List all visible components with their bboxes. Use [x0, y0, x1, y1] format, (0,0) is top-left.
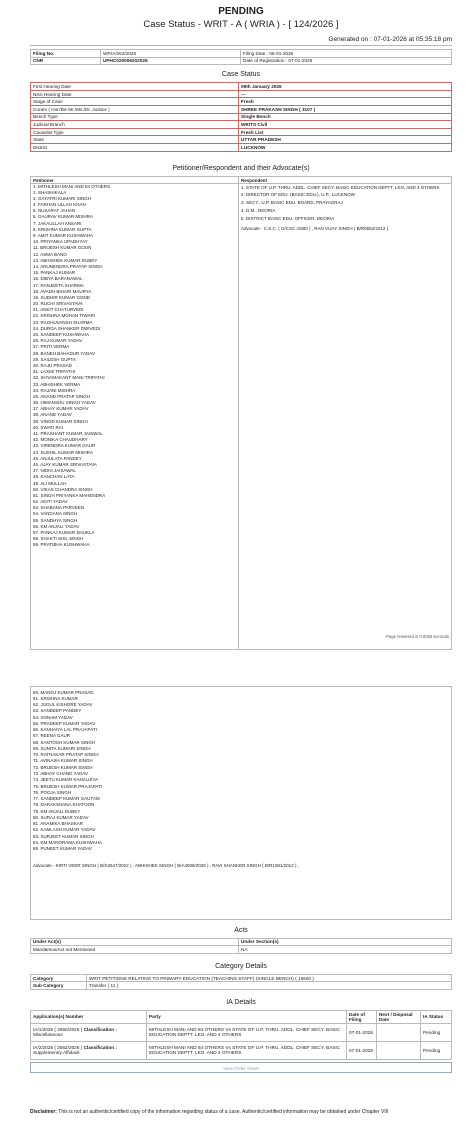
petitioner-item: 65. PRADEEP KUMAR YADAV: [33, 720, 96, 726]
petitioner-item: 6. GAURAV KUMAR MISHRA: [33, 214, 93, 220]
petitioner-item: 24. DURGA SHANKER DWIVEDI: [33, 325, 101, 331]
ia-classification-value: Supplementry Affidavit: [33, 1050, 80, 1056]
petitioner-item: 79. KM ANJALI DUBEY: [33, 808, 81, 814]
petitioner-list-continued: [31, 690, 451, 853]
ia-classification-label: Classification :: [83, 1045, 117, 1051]
petitioner-item: 59. PRATIBHA KUSHWAHA: [33, 542, 90, 548]
petitioner-item: 66. KANHAIYA LAL PRAJAPATI: [33, 727, 97, 733]
petitioner-item: 57. PANKAJ KUMAR SHUKLA: [33, 530, 95, 536]
petitioner-item: 58. SHAKTI SHIL SINGH: [33, 536, 84, 542]
petitioner-item: 78. DARAKSHANA KHATOON: [33, 802, 95, 808]
respondent-list: [239, 184, 451, 223]
petitioner-item: 48. KANCHAN LATA: [33, 474, 75, 480]
petitioner-item: 33. ABHISHEK VERMA: [33, 381, 81, 387]
petitioner-header: Petitioner: [31, 177, 238, 184]
ia-next-date: [377, 1023, 421, 1041]
petitioner-item: 17. RANJEETA SHARMA: [33, 282, 84, 288]
petitioner-item: 44. SUSHIL KUMAR MISHRA: [33, 449, 93, 455]
ia-header-date: Date of Filing: [347, 1010, 377, 1023]
case-status-value: SHREE PRAKASH SINGH ( 3107 ): [239, 105, 452, 113]
acts-section-title: Acts: [234, 926, 248, 934]
petitioner-item: 10. PRIYANKA UPADHYAY: [33, 239, 88, 245]
petitioner-item: 15. PANKAJ KUMAR: [33, 270, 76, 276]
petitioner-item: 25. SANDEEP KUSHWAHA: [33, 332, 90, 338]
petitioner-item: 53. SHABANA PARVEEN: [33, 505, 85, 511]
respondent-advocate: Advocate - C.S.C. ( G/CSC /1900 ) , RAN VIJAY SINGH ( B/R0552/2012 ): [241, 225, 389, 231]
case-status-value: ---: [239, 90, 452, 98]
petitioner-item: 13. ABHISHEK KUMAR DUBEY: [33, 257, 98, 263]
ia-section-title: IA Details: [226, 998, 256, 1006]
petitioner-item: 85. PUNEET KUMAR YADAV: [33, 846, 92, 852]
ia-table: [30, 1010, 452, 1060]
ia-row: [31, 1023, 452, 1041]
respondent-item: 4. D.M., DEORIA: [241, 207, 276, 213]
parties-box: [30, 176, 452, 650]
case-status-row: [31, 136, 452, 144]
case-status-label: Next Hearing Date: [31, 90, 239, 98]
petitioner-item: 81. ANAMIKA BHASKAR: [33, 821, 84, 827]
petitioner-item: 9. AMIT KUMAR KUSHWAHA: [33, 233, 94, 239]
petitioner-item: 43. VIRENDRA KUMAR GAUR: [33, 443, 96, 449]
petitioner-item: 27. PRITI VERMA: [33, 344, 70, 350]
petitioner-item: 46. AJAY KUMAR SRIVASTAVA: [33, 461, 97, 467]
petitioner-item: 2. SHASHIKALA: [33, 189, 67, 195]
petitioner-item: 30. RAJU PRASAD: [33, 362, 73, 368]
case-status-row: [31, 143, 452, 151]
filing-date: Filing Date : 06-01-2026: [241, 50, 452, 58]
filing-no-label: Filing No.: [31, 50, 101, 58]
petitioner-item: 37. ABHAY KUMAR YADAV: [33, 406, 89, 412]
petitioner-item: 68. SANTOSH KUMAR SINGH: [33, 739, 96, 745]
petitioner-item: 64. SONAM YADAV: [33, 714, 73, 720]
petitioner-item: 36. HIMANSHU SINGH YADAV: [33, 400, 96, 406]
respondent-header: Respondent: [239, 177, 451, 184]
disclaimer-text: This is not an authentic/certified copy of the information regarding status of a case. Authentic/certified information may be obtained under Chapter VIII: [58, 1108, 389, 1115]
petitioner-item: 71. AVINASH KUMAR SINGH: [33, 758, 93, 764]
case-title: Case Status - WRIT - A ( WRIA ) - [ 124/2026 ]: [143, 19, 339, 30]
ia-next-date: [377, 1041, 421, 1059]
petitioner-item: 61. KRISHNA KUMAR: [33, 695, 78, 701]
petitioner-item: 4. FARHAN ULLAH KHAN: [33, 202, 86, 208]
case-status-row: [31, 90, 452, 98]
petitioner-item: 74. JEETU KUMAR KANAUJIYA: [33, 777, 99, 783]
ia-header-app: Application(s) Number: [31, 1010, 147, 1023]
act-value: Mandamus/Act not Mentioned: [31, 946, 239, 954]
case-status-value: UTTAR PRADESH: [239, 136, 452, 144]
petitioner-item: 26. RAJ KUMAR YADAV: [33, 338, 83, 344]
case-status-section-title: Case Status: [221, 71, 261, 79]
petitioner-item: 62. JUGUL KISHORE YADAV: [33, 702, 93, 708]
case-status-label: State: [31, 136, 239, 144]
petitioner-item: 32. SHYAMAKANT MANI TRIPATHI: [33, 375, 105, 381]
ia-header-party: Party: [147, 1010, 347, 1023]
respondent-item: 2. DIRECTOR OF EDU. (BASIC EDU.), U.P., LUCKNOW: [241, 192, 355, 198]
disclaimer: [30, 1109, 452, 1116]
act-header: Under Act(s): [31, 938, 239, 946]
petitioner-item: 50. VIKAS CHANDRA SINGH: [33, 486, 93, 492]
case-status-row: [31, 128, 452, 136]
case-status-row: [31, 113, 452, 121]
petitioner-item: 39. VINOD KUMAR SINGH: [33, 418, 88, 424]
case-status-label: Causelist Type: [31, 128, 239, 136]
petitioner-item: 54. VANDANA SINGH: [33, 511, 78, 517]
petitioner-item: 18. AVADH BIHARI MAURYA: [33, 288, 92, 294]
ia-app-cell: [31, 1023, 147, 1041]
case-status-value: 09th January 2026: [239, 83, 452, 91]
ia-classification-label: Classification :: [83, 1027, 117, 1033]
respondent-item: 3. SECY., U.P. BASIC EDU. BOARD, PRAYAGRAJ: [241, 200, 343, 206]
petitioner-item: 55. SANDHYA SINGH: [33, 517, 78, 523]
sub-category-label: Sub Category: [31, 982, 87, 990]
petitioner-item: 77. SANDEEP KUMAR GAUTAM: [33, 796, 100, 802]
filing-table: [30, 49, 452, 65]
category-section-title: Category Details: [215, 962, 267, 970]
ia-app-number: IA/1/2026 ( 2560/2026 ): [33, 1027, 83, 1033]
case-status-label: District: [31, 143, 239, 151]
category-value: WRIT PETITIONS RELATING TO PRIMARY EDUCATION (TEACHING STAFF) (SINGLE BENCH) ( 15500 ): [87, 974, 452, 982]
petitioner-item: 16. DIBYA BARANAWAL: [33, 276, 83, 282]
case-status-heading: PENDING: [218, 6, 264, 17]
category-table: [30, 974, 452, 990]
petitioner-item: 69. SUNITA KUMARI SINGH: [33, 745, 91, 751]
petitioner-item: 40. SWATI RAI: [33, 424, 64, 430]
petitioner-item: 76. POOJA SINGH: [33, 789, 72, 795]
petitioner-item: 60. MANOJ KUMAR PRASAD: [33, 689, 94, 695]
filing-no: WRIA/263/2026: [101, 50, 241, 58]
registration-date: Date of Registration : 07-01-2026: [241, 57, 452, 65]
respondent-item: 1. STATE OF U.P. THRU. ADDL. CHIEF SECY. BASIC EDUCATION DEPTT. LKO. AND 4 OTHERS: [241, 184, 440, 190]
petitioner-item: 63. SANDEEP PANDEY: [33, 708, 82, 714]
cnr-label: CNR: [31, 57, 101, 65]
petitioner-item: 29. SAILESH GUPTA: [33, 356, 76, 362]
ia-party: MITHLESH MANI AND 84 OTHERS Vs STATE OF U.P. THRU. ADDL. CHIEF SECY. BASIC EDUCATION DEPTT. LKO. AND 4 OTHERS: [147, 1023, 347, 1041]
ia-app-number: IA/2/2026 ( 2562/2026 ): [33, 1045, 83, 1051]
ia-status: Pending: [421, 1023, 452, 1041]
petitioner-item: 23. RAGHUVANSH SHARMA: [33, 319, 93, 325]
petitioner-list: [31, 184, 238, 549]
petitioner-item: 41. PRASHANT KUMAR JAISWAL: [33, 431, 103, 437]
category-label: Category: [31, 974, 87, 982]
respondent-item: 5. DISTRICT BASIC EDU. OFFICER, DEORIA: [241, 215, 335, 221]
petitioner-item: 56. KM ANJALI YADAV: [33, 523, 80, 529]
section-header: Under Section(s): [239, 938, 452, 946]
petitioner-item: 7. JAKAULLAH ANSARI: [33, 220, 82, 226]
case-status-value: WRITS Civil: [239, 121, 452, 129]
cnr: UPHC020006202026: [101, 57, 241, 65]
case-status-label: Stage of Case: [31, 98, 239, 106]
divider: [30, 45, 452, 46]
petitioner-item: 11. BRIJESH KUMAR GOUN: [33, 245, 92, 251]
petitioner-item: 12. ASMA BANO: [33, 251, 67, 257]
petitioner-item: 22. KRISHNA MOHAN TIWARI: [33, 313, 96, 319]
petitioner-item: 8. KRISHNA KUMAR GUPTA: [33, 226, 92, 232]
petitioner-item: 70. RATNAKAR PRATAP SINGH: [33, 752, 99, 758]
petitioner-item: 84. KM MANORAMA KUSHWAHA: [33, 839, 102, 845]
petitioner-column: [31, 177, 239, 649]
ia-row: [31, 1041, 452, 1059]
ia-date: 07-01-2026: [347, 1023, 377, 1041]
parties-section-title: Petitioner/Respondent and their Advocate(s): [172, 164, 310, 172]
petitioner-item: 45. ANJULATA PANDEY: [33, 455, 82, 461]
petitioner-item: 52. ADITI YADAV: [33, 499, 68, 505]
case-status-label: Bench Type: [31, 113, 239, 121]
ia-app-cell: [31, 1041, 147, 1059]
petitioner-item: 1. MITHLESH MANI AND 84 OTHERS: [33, 183, 111, 189]
sub-category-value: Transfer ( 11 ): [87, 982, 452, 990]
case-status-table: [30, 82, 452, 151]
petitioner-item: 83. SURJEET KUMAR SINGH: [33, 833, 94, 839]
case-status-label: First Hearing Date: [31, 83, 239, 91]
case-status-row: [31, 121, 452, 129]
petitioner-item: 80. SURAJ KUMAR YADAV: [33, 814, 89, 820]
case-status-row: [31, 98, 452, 106]
case-status-value: Single Bench: [239, 113, 452, 121]
disclaimer-label: Disclaimer:: [30, 1108, 57, 1115]
respondent-column: [239, 177, 451, 649]
acts-table: [30, 938, 452, 954]
case-status-value: Fresh List: [239, 128, 452, 136]
ia-status: Pending: [421, 1041, 452, 1059]
petitioner-advocate: Advocate - KIRTI VEER SINGH ( B/K2547/2022 ) , ABHISHEK SINGH ( B/A4009/2025 ) , RAVI SHANKER SINGH ( B/R1081/2012 ) ,: [33, 863, 299, 869]
case-status-page: [30, 0, 452, 1116]
petitioner-item: 28. BANEH BAHADUR YADAV: [33, 350, 96, 356]
petitioner-item: 73. ABHAY CHAND YADAV: [33, 770, 89, 776]
petitioner-item: 42. MONIKA CHAUDHARY: [33, 437, 88, 443]
petitioner-item: 75. BRIJESH KUMAR PRAJAPATI: [33, 783, 103, 789]
petitioner-item: 20. RUCHI SRIVASTAVA: [33, 301, 83, 307]
petitioner-item: 35. ANAND PRATAP SINGH: [33, 393, 91, 399]
petitioner-item: 72. BRIJESH KUMAR SINGH: [33, 764, 93, 770]
petitioner-item: 47. NIDHI JAISAWAL: [33, 468, 76, 474]
petitioner-item: 14. ARUNENDRA PRATAP SINGH: [33, 263, 103, 269]
petitioner-continuation-box: [30, 686, 452, 920]
ia-header-next: Next / Disposal Date: [377, 1010, 421, 1023]
petitioner-item: 3. GAYATRI KUMARI SINGH: [33, 195, 92, 201]
case-status-label: Coram ( Hon'ble Mr./Ms./Dr. Justice ): [31, 105, 239, 113]
page-render-time: Page rendered in 0.0063 seconds: [386, 633, 449, 639]
petitioner-item: 38. ANAND YADAV: [33, 412, 72, 418]
generated-on: Generated on : 07-01-2026 at 05:35:18 pm: [328, 36, 452, 43]
petitioner-item: 67. REENA GAUR: [33, 733, 71, 739]
ia-classification-value: Miscellaneous: [33, 1032, 63, 1038]
petitioner-item: 31. LAXMI TRIPATHI: [33, 369, 76, 375]
case-status-row: [31, 83, 452, 91]
ia-header-status: IA Status: [421, 1010, 452, 1023]
petitioner-item: 82. KAMLASH KUMAR YADAV: [33, 827, 96, 833]
petitioner-item: 34. RAJANI MISHRA: [33, 387, 76, 393]
view-order-sheet-button[interactable]: View Order Sheet: [30, 1062, 452, 1073]
case-status-row: [31, 105, 452, 113]
petitioner-item: 51. SINGH PRIYANKA MAHENDRA: [33, 492, 106, 498]
petitioner-item: 21. ANKIT CHATURVEDI: [33, 307, 84, 313]
case-status-value: Fresh: [239, 98, 452, 106]
petitioner-item: 5. NUSARAT JAHAN: [33, 208, 76, 214]
ia-date: 07-01-2026: [347, 1041, 377, 1059]
petitioner-item: 19. SUDHIR KUMAR GOND: [33, 294, 91, 300]
ia-party: MITHLESH MANI AND 84 OTHERS Vs STATE OF U.P. THRU. ADDL. CHIEF SECY. BASIC EDUCATION DEPTT. LKO. AND 4 OTHERS: [147, 1041, 347, 1059]
case-status-value: LUCKNOW: [239, 143, 452, 151]
case-status-label: Judicial Branch: [31, 121, 239, 129]
section-value: NA: [239, 946, 452, 954]
petitioner-item: 49. ALI MULLAH: [33, 480, 67, 486]
